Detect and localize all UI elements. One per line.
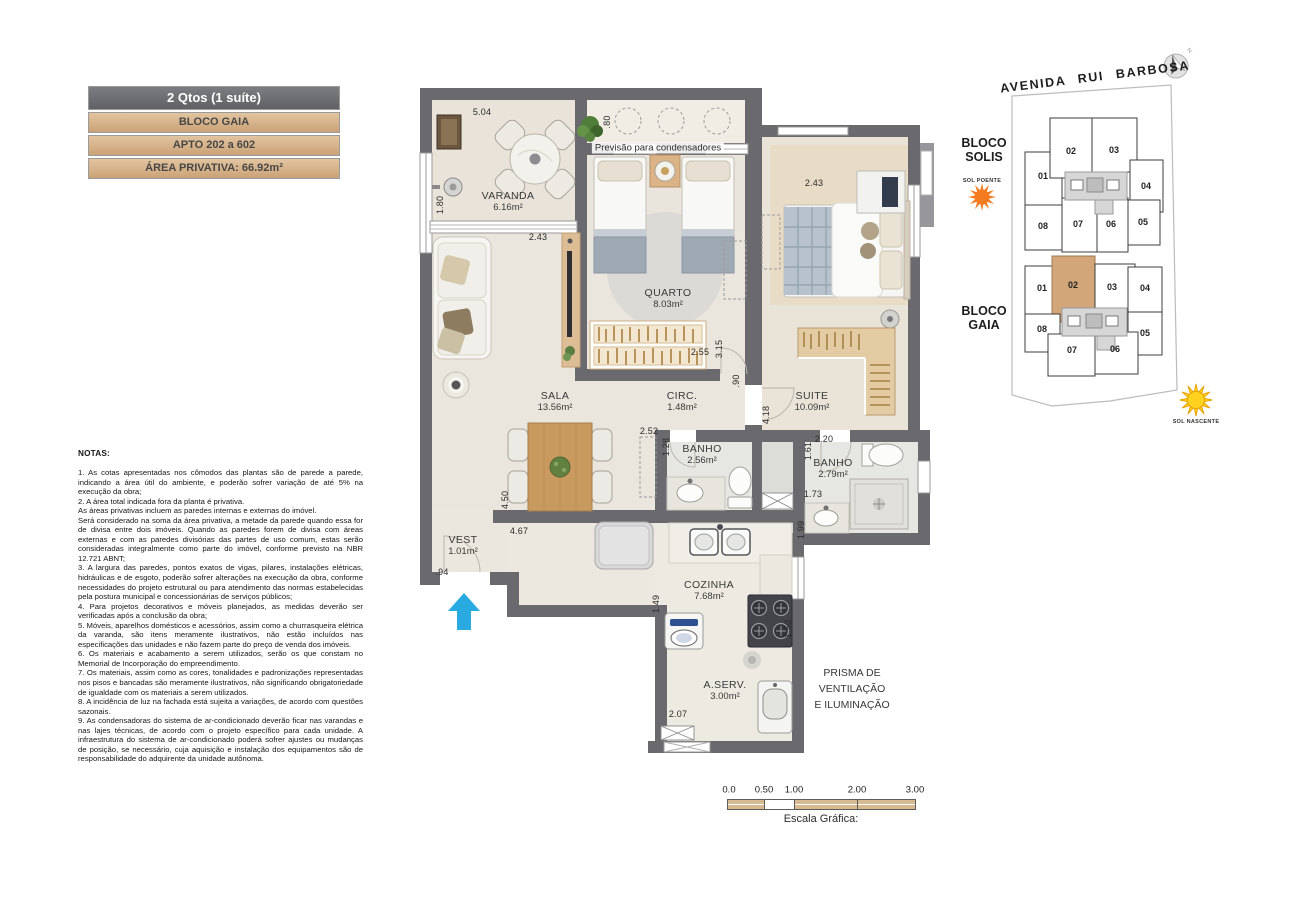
- dim-label: 2.55: [690, 347, 710, 357]
- dim-label: 4.67: [509, 526, 529, 536]
- tv-console: [562, 233, 580, 367]
- prisma-note: PRISMA DE VENTILAÇÃO E ILUMINAÇÃO: [814, 667, 890, 711]
- note-paragraph: 2. A área total indicada fora da planta é privativa.: [78, 496, 245, 506]
- dim-label: 2.43: [804, 178, 824, 188]
- block-name-label: BLOCO GAIA: [88, 112, 340, 133]
- room-label-circ: CIRC. 1.48m²: [666, 390, 698, 413]
- suite-top-window: [778, 127, 848, 135]
- gaia-unit-03: 03: [1106, 282, 1118, 292]
- dim-label: 2.43: [528, 232, 548, 242]
- room-label-sala: SALA 13.56m²: [537, 390, 573, 413]
- keymap-drawing: [955, 40, 1245, 440]
- dim-label: 2.52: [639, 426, 659, 436]
- gaia-unit-07: 07: [1066, 345, 1078, 355]
- solis-unit-02: 02: [1065, 146, 1077, 156]
- toilet-tank: [728, 497, 752, 508]
- solis-unit-07: 07: [1072, 219, 1084, 229]
- room-label-vest: VEST 1.01m²: [448, 534, 478, 557]
- note-paragraph: 8. A incidência de luz na fachada está sujeita a variações, de acordo com questões sazonais.: [78, 697, 363, 716]
- dim-label: 3.15: [714, 339, 724, 359]
- room-label-quarto: QUARTO 8.03m²: [644, 287, 692, 310]
- laundry-tank: [758, 681, 792, 733]
- gaia-unit-01: 01: [1036, 283, 1048, 293]
- sun-east-icon: [1180, 384, 1212, 416]
- gaia-unit-08: 08: [1036, 324, 1048, 334]
- solis-unit-01: 01: [1037, 171, 1049, 181]
- dim-label: 1.61: [803, 441, 813, 461]
- room-label-banho1: BANHO 2.56m²: [682, 443, 722, 466]
- dim-label: 1.50: [783, 619, 793, 639]
- gaia-unit-04: 04: [1139, 283, 1151, 293]
- dim-label: 1.73: [803, 489, 823, 499]
- bloco-gaia-building: [1025, 256, 1162, 376]
- dim-label: 5.04: [472, 107, 492, 117]
- gaia-unit-05: 05: [1139, 328, 1151, 338]
- sun-west-label: SOL POENTE: [962, 178, 1002, 184]
- north-label: N: [1185, 47, 1193, 55]
- note-paragraph: 3. A largura das paredes, pontos exatos de vigas, pilares, instalações elétricas, hidráulicas e de esgoto, poderão sofrer alterações na execução da obra, conforme necessidades do projeto estrutural ou para atendimento das normas estabelecidas pela postura municipal e concessionárias de serviços públicos;: [78, 563, 363, 602]
- sun-west-icon: [968, 183, 996, 211]
- note-paragraph: 5. Móveis, aparelhos domésticos e acessórios, assim como a churrasqueira elétrica da varanda, são itens meramente ilustrativos, não estão incluídos nas especificações das unidades e não fazem parte do preço de venda dos imóveis.: [78, 620, 363, 649]
- bookshelf: [590, 321, 706, 369]
- sun-east-label: SOL NASCENTE: [1172, 419, 1220, 425]
- apartment-type-label: 2 Qtos (1 suíte): [88, 86, 340, 110]
- toilet: [869, 444, 903, 466]
- single-bed: [594, 157, 646, 273]
- apto-range-label: APTO 202 a 602: [88, 135, 340, 156]
- room-label-aserv: A.SERV. 3.00m²: [703, 679, 747, 702]
- scale-tick: 0.0: [722, 784, 736, 796]
- solis-unit-08: 08: [1037, 221, 1049, 231]
- faucet: [717, 524, 723, 530]
- varanda-sliding-door: [430, 221, 577, 233]
- solis-unit-05: 05: [1137, 217, 1149, 227]
- tv: [882, 177, 898, 207]
- scale-tick: 3.00: [905, 784, 925, 796]
- toilet: [729, 467, 751, 495]
- dim-label: 1.80: [435, 195, 445, 215]
- scale-caption: Escala Gráfica:: [783, 813, 859, 825]
- street-label: AVENIDA RUI BARBOSA: [999, 58, 1191, 96]
- scale-tick: 0.50: [754, 784, 774, 796]
- note-paragraph: 4. Para projetos decorativos e móveis planejados, as medidas deverão ser verificadas após a conclusão da obra;: [78, 601, 363, 621]
- note-paragraph: As áreas privativas incluem as paredes internas e externas do imóvel.: [78, 506, 317, 516]
- counter: [760, 555, 792, 600]
- scale-tick: 1.00: [784, 784, 804, 796]
- title-block: [88, 86, 340, 181]
- room-label-varanda: VARANDA 6.16m²: [481, 190, 535, 213]
- solis-unit-03: 03: [1108, 145, 1120, 155]
- note-paragraph: 6. Os materiais e acabamento a serem utilizados, serão os que constam no Memorial de Incorporação do empreendimento.: [78, 649, 363, 668]
- scale-bar: [727, 799, 916, 810]
- note-paragraph: 7. Os materiais, assim como as cores, tonalidades e padronizações representadas nos pisos e bancadas são meramente ilustrativos, não significando obrigatoriedade de igualdade com os materiais a serem utilizados.: [78, 668, 363, 697]
- gaia-unit-06: 06: [1109, 344, 1121, 354]
- private-area-label: ÁREA PRIVATIVA: 66.92m²: [88, 158, 340, 179]
- dim-label: .94: [435, 567, 449, 577]
- notes-heading: NOTAS:: [78, 449, 110, 458]
- entrance-arrow: [448, 593, 480, 630]
- solis-unit-04: 04: [1140, 181, 1152, 191]
- dim-label: 1.28: [661, 437, 671, 457]
- room-label-banho2: BANHO 2.79m²: [813, 457, 853, 480]
- single-bed: [682, 157, 734, 273]
- note-paragraph: 9. As condensadoras do sistema de ar-condicionado deverão ficar nas varandas e nas lajes técnicas, de acordo com o projeto específico para cada unidade. A infraestrutura do sistema de ar-condicionado poderá sofrer ajustes ou mudanças de posição, se necessário, cuja aquisição e instalação dos equipamentos são de responsabilidade do adquirente da unidade autônoma.: [78, 716, 363, 764]
- notes-block: [78, 449, 363, 764]
- double-bed: [784, 201, 910, 299]
- gaia-unit-02: 02: [1067, 280, 1079, 290]
- dim-label: .90: [731, 374, 741, 388]
- banho1-door-opening: [670, 430, 696, 442]
- banho2-window: [918, 461, 930, 493]
- dim-label: 2.07: [668, 709, 688, 719]
- dim-label: 4.18: [761, 405, 771, 425]
- bloco-gaia-label: BLOCO GAIA: [961, 304, 1007, 332]
- condenser-note: Previsão para condensadores: [592, 143, 724, 154]
- dim-label: 1.49: [651, 594, 661, 614]
- sink: [677, 484, 703, 502]
- scale-tick: 2.00: [847, 784, 867, 796]
- facade-niche: [921, 151, 932, 195]
- note-paragraph: 1. As cotas apresentadas nos cômodos das plantas são de parede a parede, indicando a área útil do ambiente, e poderão sofrer variação de até 5% na execução da obra;: [78, 468, 363, 497]
- dim-label: .80: [602, 115, 612, 129]
- sink: [814, 510, 838, 526]
- dim-label: 4.50: [500, 490, 510, 510]
- dim-label: 1.99: [796, 520, 806, 540]
- dim-label: 2.20: [814, 434, 834, 444]
- washing-machine: [665, 613, 703, 649]
- sofa: [433, 237, 491, 359]
- room-label-suite: SUITE 10.09m²: [794, 390, 830, 413]
- note-paragraph: Será considerado na soma da área privativa, a metade da parede quando essa for de divisa entre dois imóveis. Quando as paredes forem de divisa com áreas externas e com as paredes divisórias das partes de uso comum, estas serão consideradas integralmente como parte do imóvel, conforme previsto na NBR 12.721 ABNT;: [78, 515, 363, 563]
- room-label-cozinha: COZINHA 7.68m²: [683, 579, 735, 602]
- floor-lamp: [443, 372, 469, 398]
- solis-unit-06: 06: [1105, 219, 1117, 229]
- floorplan-drawing: [418, 85, 948, 765]
- bloco-solis-label: BLOCO SOLIS: [961, 136, 1007, 164]
